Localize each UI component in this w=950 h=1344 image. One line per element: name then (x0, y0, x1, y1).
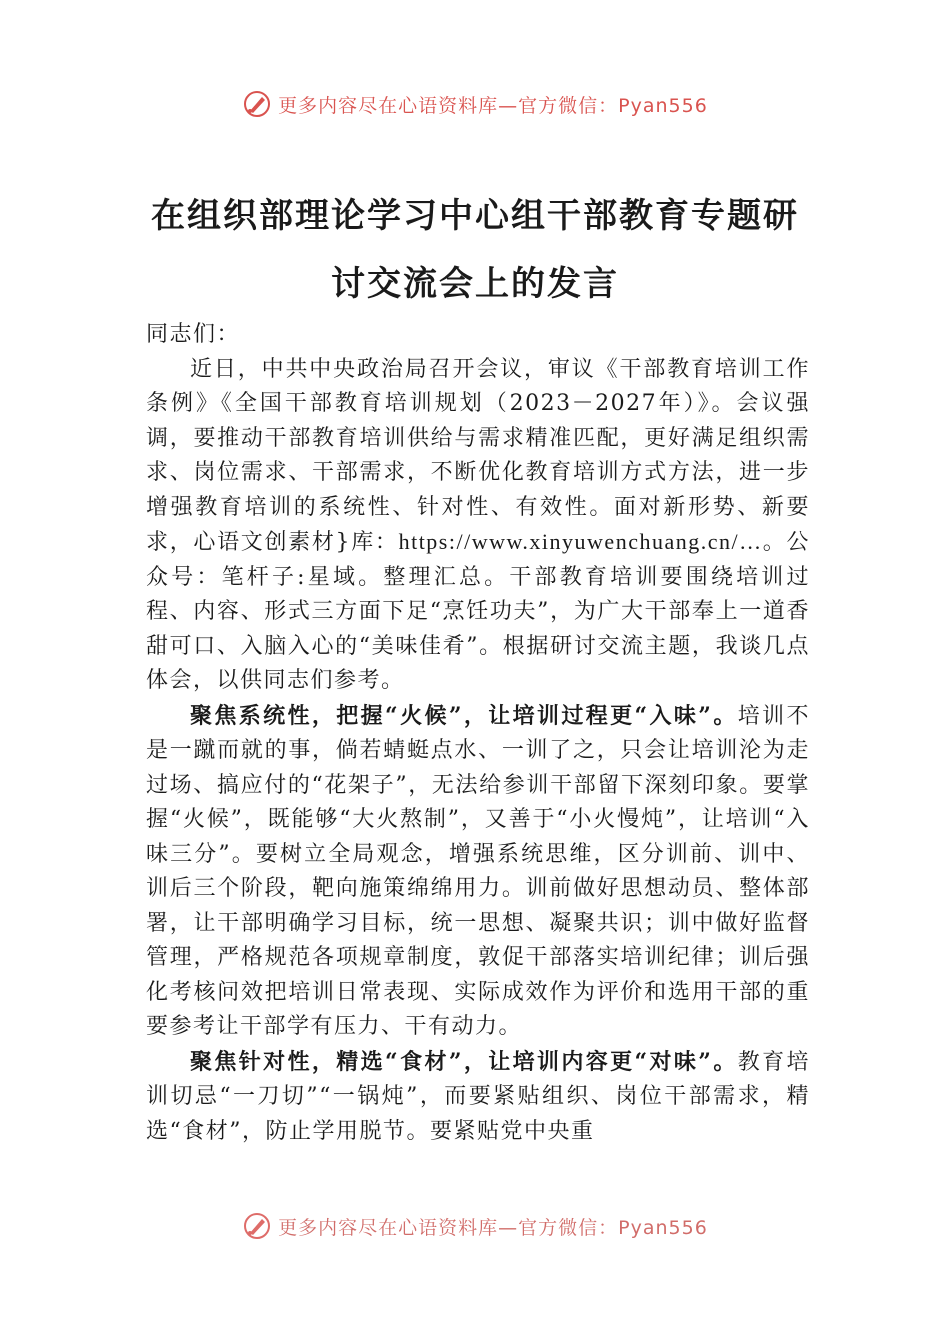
watermark-text: 更多内容尽在心语资料库—官方微信：Pyan556 (278, 94, 708, 117)
section1-body: 培训不是一蹴而就的事，倘若蜻蜓点水、一训了之，只会让培训沦为走过场、搞应付的“花架子”，无法给参训干部留下深刻印象。要掌握“火候”，既能够“大火熬制”，又善于“小火慢炖”，让培训“入味三分”。要树立全局观念，增强系统思维，区分训前、训中、训后三个阶段，靶向施策绵绵用力。训前做好思想动员、整体部署，让干部明确学习目标，统一思想、凝聚共识；训中做好监督管理，严格规范各项规章制度，敦促干部落实培训纪律；训后强化考核问效把培训日常表现、实际成效作为评价和选用干部的重要参考让干部学有压力、干有动力。 (146, 703, 810, 1039)
intro-text-b: 。公众号：笔杆子:星域。整理汇总。干部教育培训要围绕培训过程、内容、形式三方面下足“烹饪功夫”，为广大干部奉上一道香甜可口、入脑入心的“美味佳肴”。根据研讨交流主题，我谈几点体会，以供同志们参考。 (146, 530, 810, 693)
document-title-line2: 讨交流会上的发言 (331, 264, 619, 304)
watermark-footer (0, 1206, 950, 1246)
section1-heading: 聚焦系统性，把握“火候”，让培训过程更“入味”。 (190, 702, 738, 729)
intro-text-a: 近日，中共中央政治局召开会议，审议《干部教育培训工作条例》《全国干部教育培训规划（2023－2027年）》。会议强调，要推动干部教育培训供给与需求精准匹配，更好满足组织需求、岗位需求、干部需求，不断优化教育培训方式方法，进一步增强教育培训的系统性、针对性、有效性。面对新形势、新要求，心语文创素材}库： (146, 356, 810, 555)
intro-paragraph (146, 353, 810, 699)
watermark-text: 更多内容尽在心语资料库—官方微信：Pyan556 (278, 1216, 708, 1239)
greeting: 同志们： (146, 322, 241, 347)
pen-logo-icon (242, 1211, 272, 1241)
pen-logo-icon (242, 89, 272, 119)
resource-url: https://www.xinyuwenchuang.cn/… (398, 529, 763, 554)
section2-paragraph (146, 1045, 810, 1150)
document-body (146, 318, 810, 1149)
document-title-line1: 在组织部理论学习中心组干部教育专题研 (151, 196, 799, 236)
section1-paragraph (146, 699, 810, 1045)
section2-body: 教育培训切忌“一刀切”“一锅炖”，而要紧贴组织、岗位干部需求，精选“食材”，防止学用脱节。要紧贴党中央重 (146, 1049, 810, 1144)
watermark-header (0, 84, 950, 124)
section2-heading: 聚焦针对性，精选“食材”，让培训内容更“对味”。 (190, 1048, 738, 1075)
